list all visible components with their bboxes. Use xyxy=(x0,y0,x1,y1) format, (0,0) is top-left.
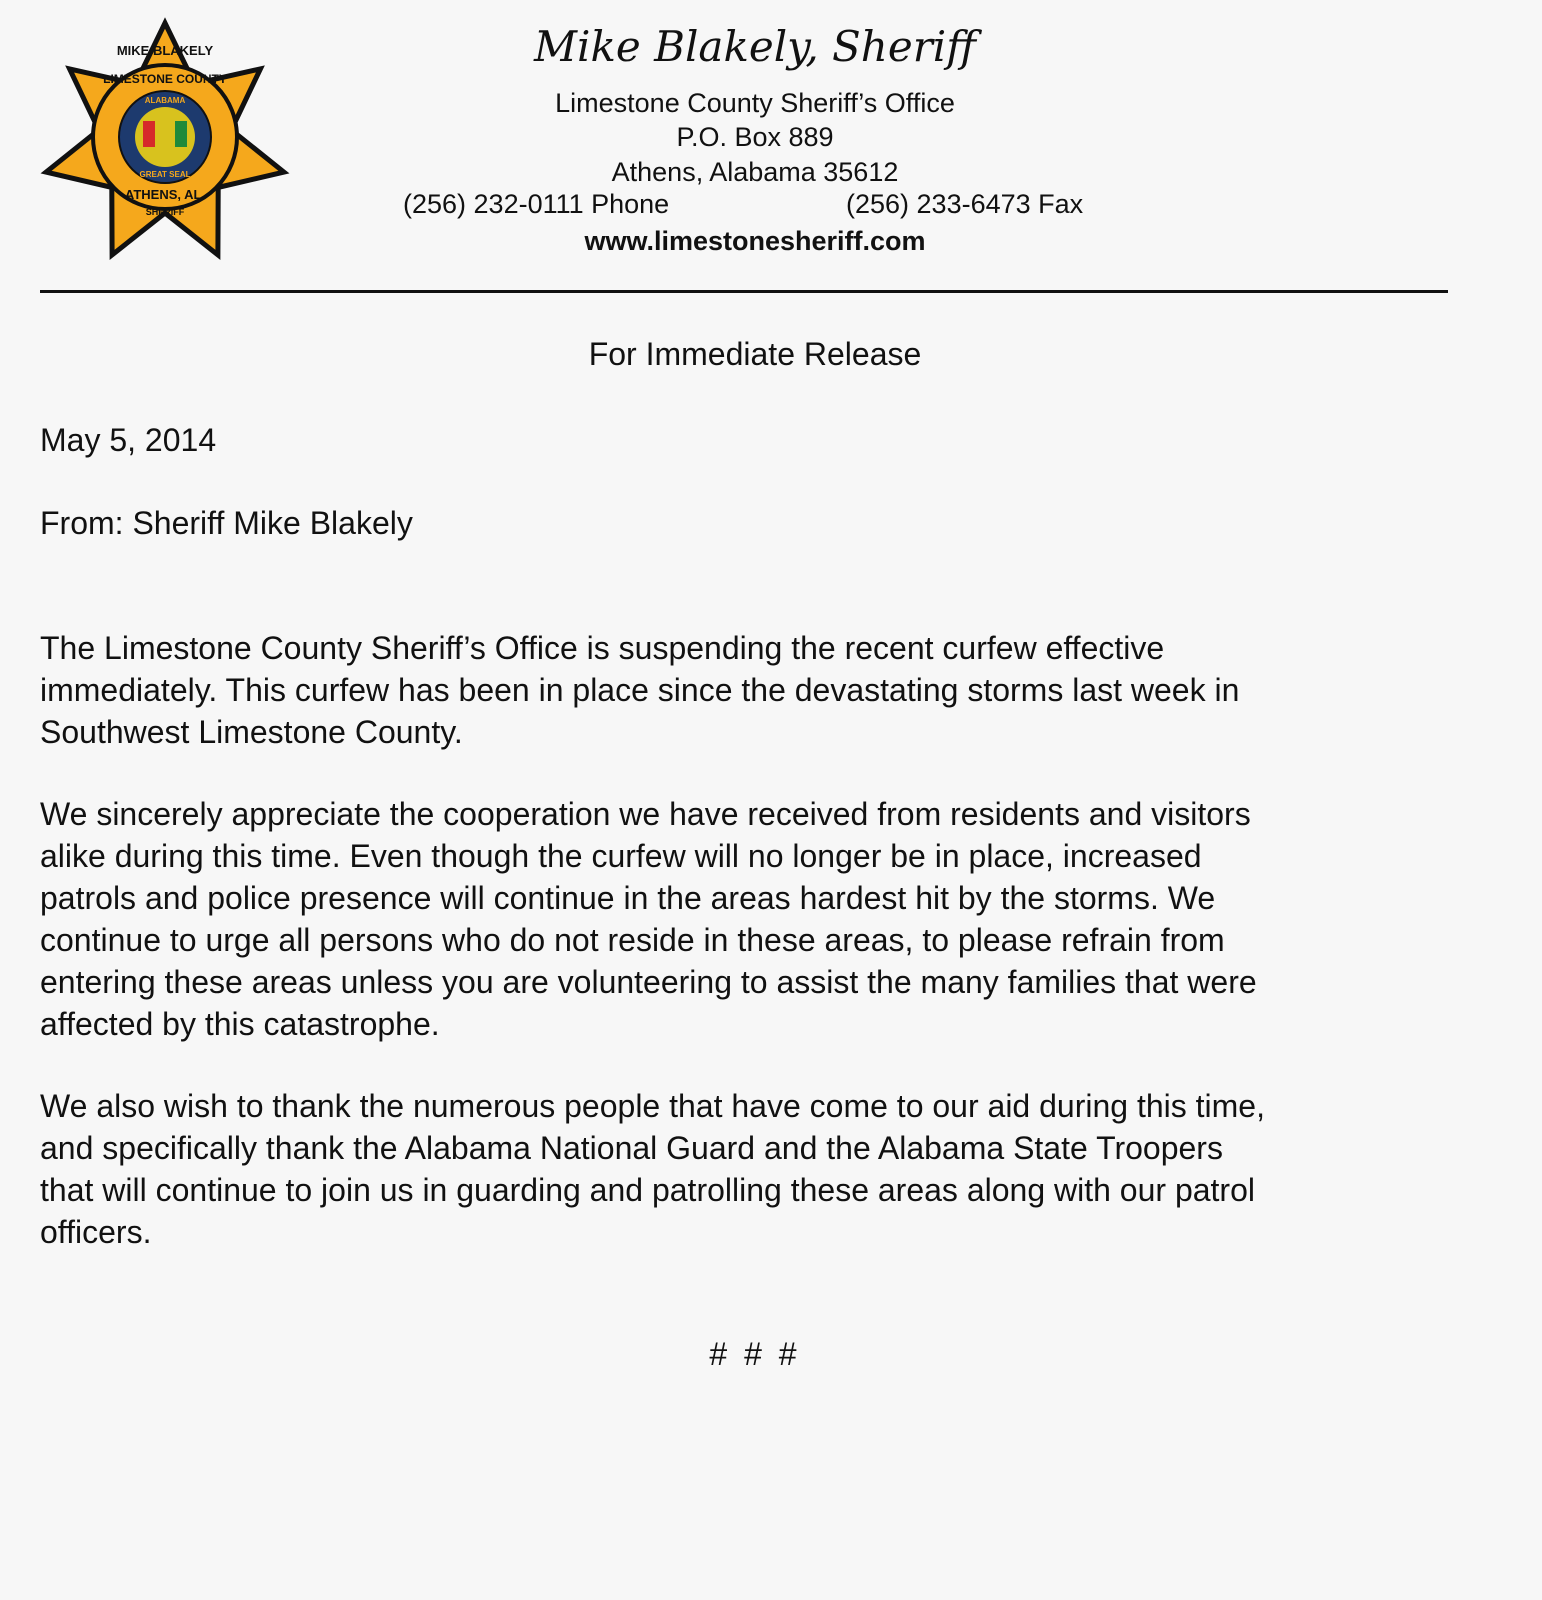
release-heading: For Immediate Release xyxy=(588,336,922,372)
release-date: May 5, 2014 xyxy=(40,422,217,458)
text-line: affected by this catastrophe. xyxy=(40,1006,440,1042)
text-line: patrols and police presence will continue in the areas hardest hit by the storms. We xyxy=(40,880,1216,916)
text-line: We sincerely appreciate the cooperation we have received from residents and visitors xyxy=(40,796,1251,832)
seal-state-text: ALABAMA xyxy=(144,96,186,105)
paragraph-1 xyxy=(40,627,1239,753)
phone-number: (256) 232-0111 Phone xyxy=(403,189,670,219)
fax-number: (256) 233-6473 Fax xyxy=(846,189,1084,219)
text-line: and specifically thank the Alabama National Guard and the Alabama State Troopers xyxy=(40,1130,1223,1166)
header-divider xyxy=(40,290,1448,293)
text-line: The Limestone County Sheriff’s Office is suspending the recent curfew effective xyxy=(40,630,1165,666)
po-box: P.O. Box 889 xyxy=(676,122,834,152)
sheriff-name-title: Mike Blakely, Sheriff xyxy=(534,22,976,71)
city-address: Athens, Alabama 35612 xyxy=(611,157,899,187)
seal-great-seal-text: GREAT SEAL xyxy=(139,170,191,179)
badge-county-text: LIMESTONE COUNTY xyxy=(103,72,227,86)
badge-sheriff-text: SHERIFF xyxy=(145,207,185,217)
from-line: From: Sheriff Mike Blakely xyxy=(40,505,413,541)
text-line: officers. xyxy=(40,1214,152,1250)
text-line: entering these areas unless you are volunteering to assist the many families that were xyxy=(40,964,1257,1000)
badge-name-text: MIKE BLAKELY xyxy=(116,43,214,58)
text-line: We also wish to thank the numerous people that have come to our aid during this time, xyxy=(40,1088,1265,1124)
office-name: Limestone County Sheriff’s Office xyxy=(555,88,955,118)
contact-row xyxy=(403,189,1084,220)
text-line: that will continue to join us in guarding and patrolling these areas along with our patrol xyxy=(40,1172,1255,1208)
paragraph-3 xyxy=(40,1085,1265,1253)
end-mark: # # # xyxy=(709,1336,801,1372)
text-line: continue to urge all persons who do not reside in these areas, to please refrain from xyxy=(40,922,1225,958)
website-link[interactable]: www.limestonesheriff.com xyxy=(584,226,926,256)
badge-city-text: ATHENS, AL. xyxy=(124,187,206,202)
text-line: immediately. This curfew has been in place since the devastating storms last week in xyxy=(40,672,1240,708)
text-line: Southwest Limestone County. xyxy=(40,714,463,750)
text-line: alike during this time. Even though the curfew will no longer be in place, increased xyxy=(40,838,1202,874)
paragraph-2 xyxy=(40,793,1257,1045)
